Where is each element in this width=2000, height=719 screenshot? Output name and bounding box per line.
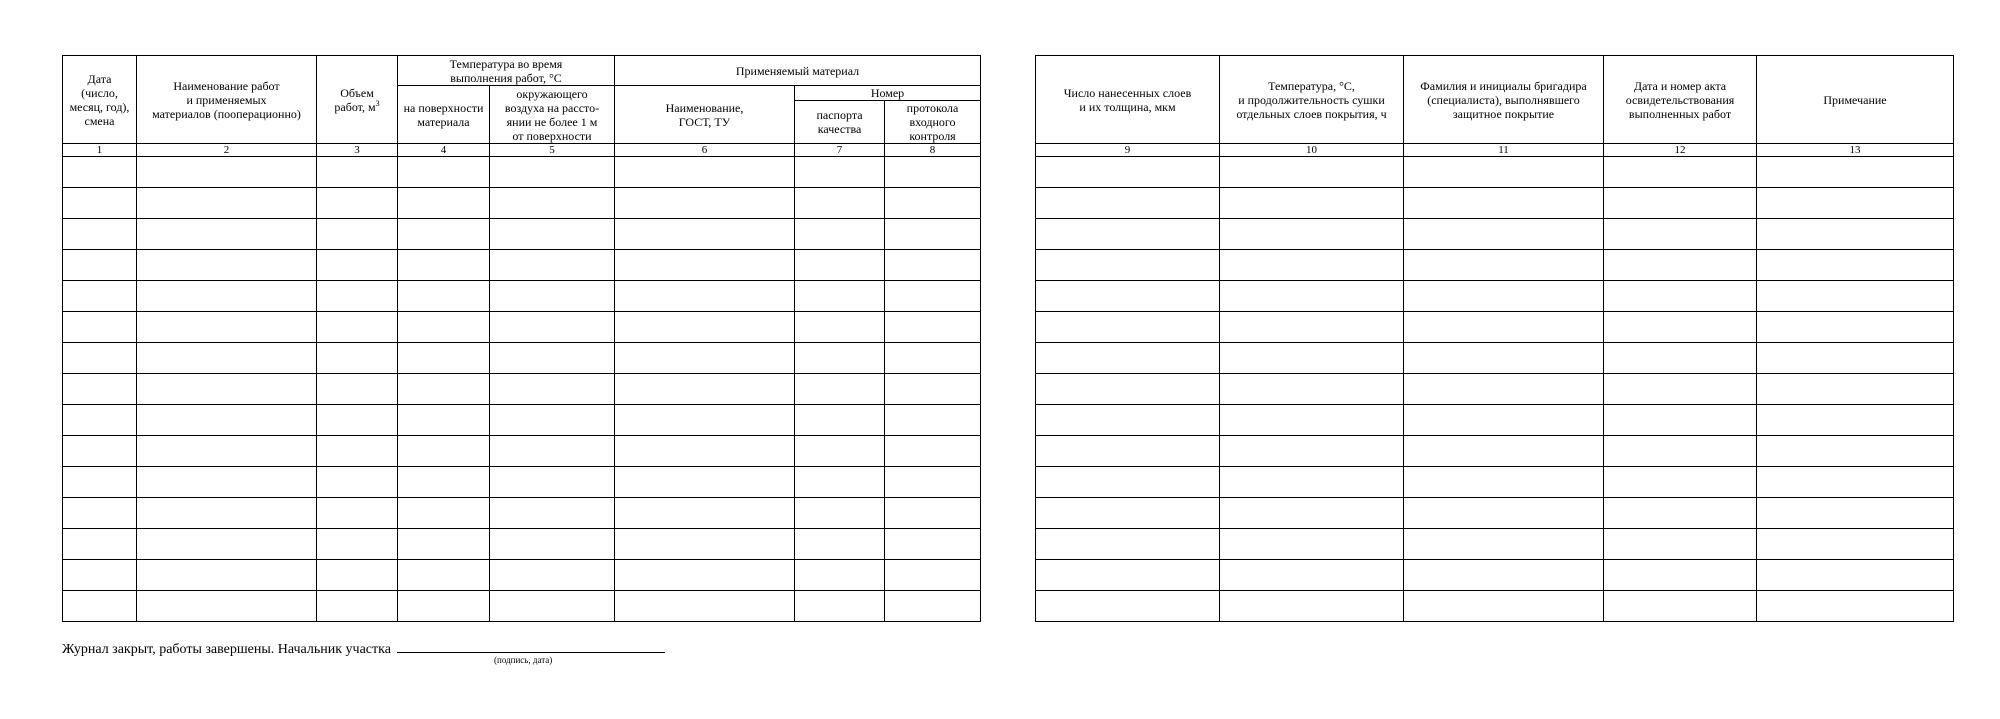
table-cell [1404,312,1604,343]
table-cell [885,436,981,467]
table-cell [1757,343,1954,374]
table-row [1036,312,1954,343]
table-cell [398,219,490,250]
table-cell [1220,498,1404,529]
table-cell [490,157,615,188]
table-cell [885,343,981,374]
table-cell [1604,219,1757,250]
table-cell [137,312,317,343]
table-cell [885,467,981,498]
table-cell [398,405,490,436]
table-row [1036,560,1954,591]
table-cell [885,560,981,591]
table-cell [63,405,137,436]
header-drying: Температура, °С, и продолжительность сушки отдельных слоев покрытия, ч [1220,56,1404,144]
table-row [1036,374,1954,405]
table-cell [490,219,615,250]
table-cell [1036,188,1220,219]
table-cell [137,188,317,219]
table-cell [1036,281,1220,312]
table-cell [317,529,398,560]
signature-line [397,639,665,653]
table-row [1036,250,1954,281]
table-cell [1604,281,1757,312]
header-number-group: Номер [795,86,981,101]
table-cell [885,312,981,343]
table-cell [795,436,885,467]
table-cell [615,219,795,250]
table-cell [63,591,137,622]
table-cell [1036,529,1220,560]
table-cell [317,467,398,498]
table-cell [795,281,885,312]
header-volume [317,56,398,144]
table-cell [1604,436,1757,467]
table-cell [63,374,137,405]
table-cell [1604,591,1757,622]
table-cell [795,250,885,281]
table-cell [1757,467,1954,498]
table-cell [63,219,137,250]
table-cell [137,405,317,436]
column-number: 13 [1757,144,1954,157]
table-row [63,343,981,374]
table-cell [1036,343,1220,374]
table-row [63,157,981,188]
table-cell [63,343,137,374]
table-cell [1604,405,1757,436]
table-cell [885,405,981,436]
table-cell [398,157,490,188]
table-cell [1757,436,1954,467]
table-cell [885,374,981,405]
table-cell [1220,343,1404,374]
table-cell [615,281,795,312]
table-cell [795,343,885,374]
table-cell [615,343,795,374]
header-input-control: протокола входного контроля [885,101,981,144]
header-temp-air: окружающего воздуха на рассто- янии не более 1 м от поверхности [490,86,615,144]
table-cell [317,591,398,622]
table-cell [1604,560,1757,591]
table-cell [1220,436,1404,467]
table-cell [1036,157,1220,188]
table-cell [1404,250,1604,281]
table-cell [885,188,981,219]
table-cell [137,529,317,560]
header-act: Дата и номер акта освидетельствования выполненных работ [1604,56,1757,144]
table-cell [398,312,490,343]
table-cell [490,467,615,498]
table-cell [63,157,137,188]
table-cell [490,591,615,622]
table-row [63,467,981,498]
table-row [63,560,981,591]
journal-closed-text: Журнал закрыт, работы завершены. Начальник участка [62,642,391,657]
table-cell [795,529,885,560]
table-cell [795,405,885,436]
table-cell [63,529,137,560]
table-cell [398,498,490,529]
header-volume-superscript: 3 [375,98,380,108]
table-cell [490,374,615,405]
table-cell [137,374,317,405]
table-cell [885,157,981,188]
table-cell [615,405,795,436]
table-cell [1757,281,1954,312]
table-row [1036,467,1954,498]
table-cell [1036,219,1220,250]
table-cell [615,498,795,529]
table-cell [1220,312,1404,343]
table-cell [1036,560,1220,591]
table-cell [1757,529,1954,560]
table-cell [490,560,615,591]
table-cell [1404,498,1604,529]
column-number: 11 [1404,144,1604,157]
table-cell [1220,405,1404,436]
table-cell [490,405,615,436]
header-material-name: Наименование, ГОСТ, ТУ [615,86,795,144]
table-row [63,312,981,343]
table-row [1036,591,1954,622]
table-cell [63,498,137,529]
table-row [63,405,981,436]
table-cell [1757,157,1954,188]
table-cell [1036,312,1220,343]
table-row [63,250,981,281]
table-cell [1757,312,1954,343]
table-cell [137,157,317,188]
table-cell [490,343,615,374]
table-cell [885,498,981,529]
table-cell [137,467,317,498]
table-cell [398,436,490,467]
table-cell [398,560,490,591]
table-cell [398,529,490,560]
table-row [1036,405,1954,436]
table-cell [1604,498,1757,529]
column-number: 2 [137,144,317,157]
table-cell [1757,374,1954,405]
table-cell [317,312,398,343]
table-cell [1220,560,1404,591]
table-cell [1036,498,1220,529]
column-number: 6 [615,144,795,157]
table-cell [1604,312,1757,343]
table-row [63,219,981,250]
table-cell [1604,250,1757,281]
table-cell [63,188,137,219]
table-row [1036,529,1954,560]
table-cell [490,312,615,343]
table-cell [1404,591,1604,622]
table-cell [137,560,317,591]
table-cell [317,405,398,436]
header-volume-label: Объем работ, м [334,85,376,114]
table-cell [137,281,317,312]
table-cell [1404,281,1604,312]
column-number: 1 [63,144,137,157]
left-table-body [63,157,981,622]
table-cell [1404,436,1604,467]
table-cell [1220,157,1404,188]
header-layers: Число нанесенных слоев и их толщина, мкм [1036,56,1220,144]
table-cell [1036,250,1220,281]
table-cell [1036,467,1220,498]
table-row [1036,436,1954,467]
table-cell [1220,467,1404,498]
table-cell [1404,343,1604,374]
table-row [1036,157,1954,188]
table-row [63,529,981,560]
table-cell [1404,467,1604,498]
table-cell [1757,219,1954,250]
table-cell [317,343,398,374]
table-cell [1757,591,1954,622]
table-row [1036,281,1954,312]
table-cell [490,250,615,281]
table-cell [615,529,795,560]
table-cell [615,436,795,467]
table-cell [63,436,137,467]
table-cell [490,529,615,560]
table-cell [1404,529,1604,560]
table-cell [1757,560,1954,591]
table-cell [1220,529,1404,560]
table-cell [885,250,981,281]
table-cell [1757,250,1954,281]
signature-caption: (подпись, дата) [494,655,553,665]
header-foreman: Фамилия и инициалы бригадира (специалиста), выполнявшего защитное покрытие [1404,56,1604,144]
table-cell [795,188,885,219]
table-cell [615,250,795,281]
table-cell [1404,157,1604,188]
table-cell [795,498,885,529]
table-cell [615,188,795,219]
table-cell [795,157,885,188]
header-note: Примечание [1757,56,1954,144]
table-row [63,281,981,312]
table-cell [398,343,490,374]
table-cell [490,188,615,219]
table-cell [398,281,490,312]
table-row [1036,219,1954,250]
journal-closed-line [62,639,665,658]
table-cell [137,219,317,250]
table-cell [317,219,398,250]
column-number: 4 [398,144,490,157]
table-cell [885,591,981,622]
table-cell [1404,188,1604,219]
header-temp-surface: на поверхности материала [398,86,490,144]
table-cell [63,312,137,343]
table-cell [137,498,317,529]
header-date: Дата (число, месяц, год), смена [63,56,137,144]
table-row [63,188,981,219]
table-row [1036,498,1954,529]
table-row [63,498,981,529]
table-cell [398,467,490,498]
table-cell [795,374,885,405]
table-cell [615,560,795,591]
table-cell [317,250,398,281]
journal-table-right [1035,55,1954,622]
table-cell [63,281,137,312]
table-row [1036,343,1954,374]
table-cell [1757,498,1954,529]
table-cell [885,281,981,312]
table-cell [1036,591,1220,622]
journal-table-left [62,55,981,622]
column-number: 3 [317,144,398,157]
table-cell [1036,436,1220,467]
table-cell [490,436,615,467]
table-cell [795,219,885,250]
table-cell [1036,405,1220,436]
table-cell [1404,219,1604,250]
right-table-body [1036,157,1954,622]
table-cell [317,188,398,219]
table-cell [795,312,885,343]
column-number: 9 [1036,144,1220,157]
table-cell [317,560,398,591]
table-cell [1220,250,1404,281]
table-cell [885,529,981,560]
table-cell [1220,219,1404,250]
table-cell [317,436,398,467]
table-cell [1220,591,1404,622]
table-cell [1604,467,1757,498]
table-cell [615,312,795,343]
table-cell [1220,374,1404,405]
table-cell [1757,188,1954,219]
table-cell [137,250,317,281]
table-cell [137,436,317,467]
table-cell [615,374,795,405]
header-work-name: Наименование работ и применяемых материалов (пооперационно) [137,56,317,144]
table-cell [1604,157,1757,188]
table-cell [795,560,885,591]
table-cell [63,250,137,281]
column-number: 7 [795,144,885,157]
table-row [63,374,981,405]
header-temperature-group: Температура во время выполнения работ, °С [398,56,615,86]
table-cell [398,591,490,622]
table-cell [317,281,398,312]
table-cell [1220,188,1404,219]
table-cell [490,281,615,312]
table-cell [1220,281,1404,312]
table-cell [1404,405,1604,436]
table-cell [490,498,615,529]
table-cell [1757,405,1954,436]
table-cell [885,219,981,250]
table-cell [1604,343,1757,374]
table-cell [795,467,885,498]
table-cell [398,250,490,281]
table-cell [1404,374,1604,405]
table-cell [615,591,795,622]
table-cell [795,591,885,622]
column-number: 10 [1220,144,1404,157]
table-cell [1404,560,1604,591]
table-cell [1604,188,1757,219]
table-cell [615,467,795,498]
table-cell [137,591,317,622]
table-cell [63,560,137,591]
table-cell [1604,529,1757,560]
table-row [63,591,981,622]
column-number: 5 [490,144,615,157]
table-cell [317,374,398,405]
table-row [1036,188,1954,219]
table-cell [137,343,317,374]
table-cell [615,157,795,188]
column-number: 8 [885,144,981,157]
table-cell [398,188,490,219]
table-cell [317,157,398,188]
header-material-group: Применяемый материал [615,56,981,86]
table-row [63,436,981,467]
table-cell [398,374,490,405]
table-cell [317,498,398,529]
header-quality-passport: паспорта качества [795,101,885,144]
table-cell [1036,374,1220,405]
table-cell [63,467,137,498]
table-cell [1604,374,1757,405]
column-number: 12 [1604,144,1757,157]
